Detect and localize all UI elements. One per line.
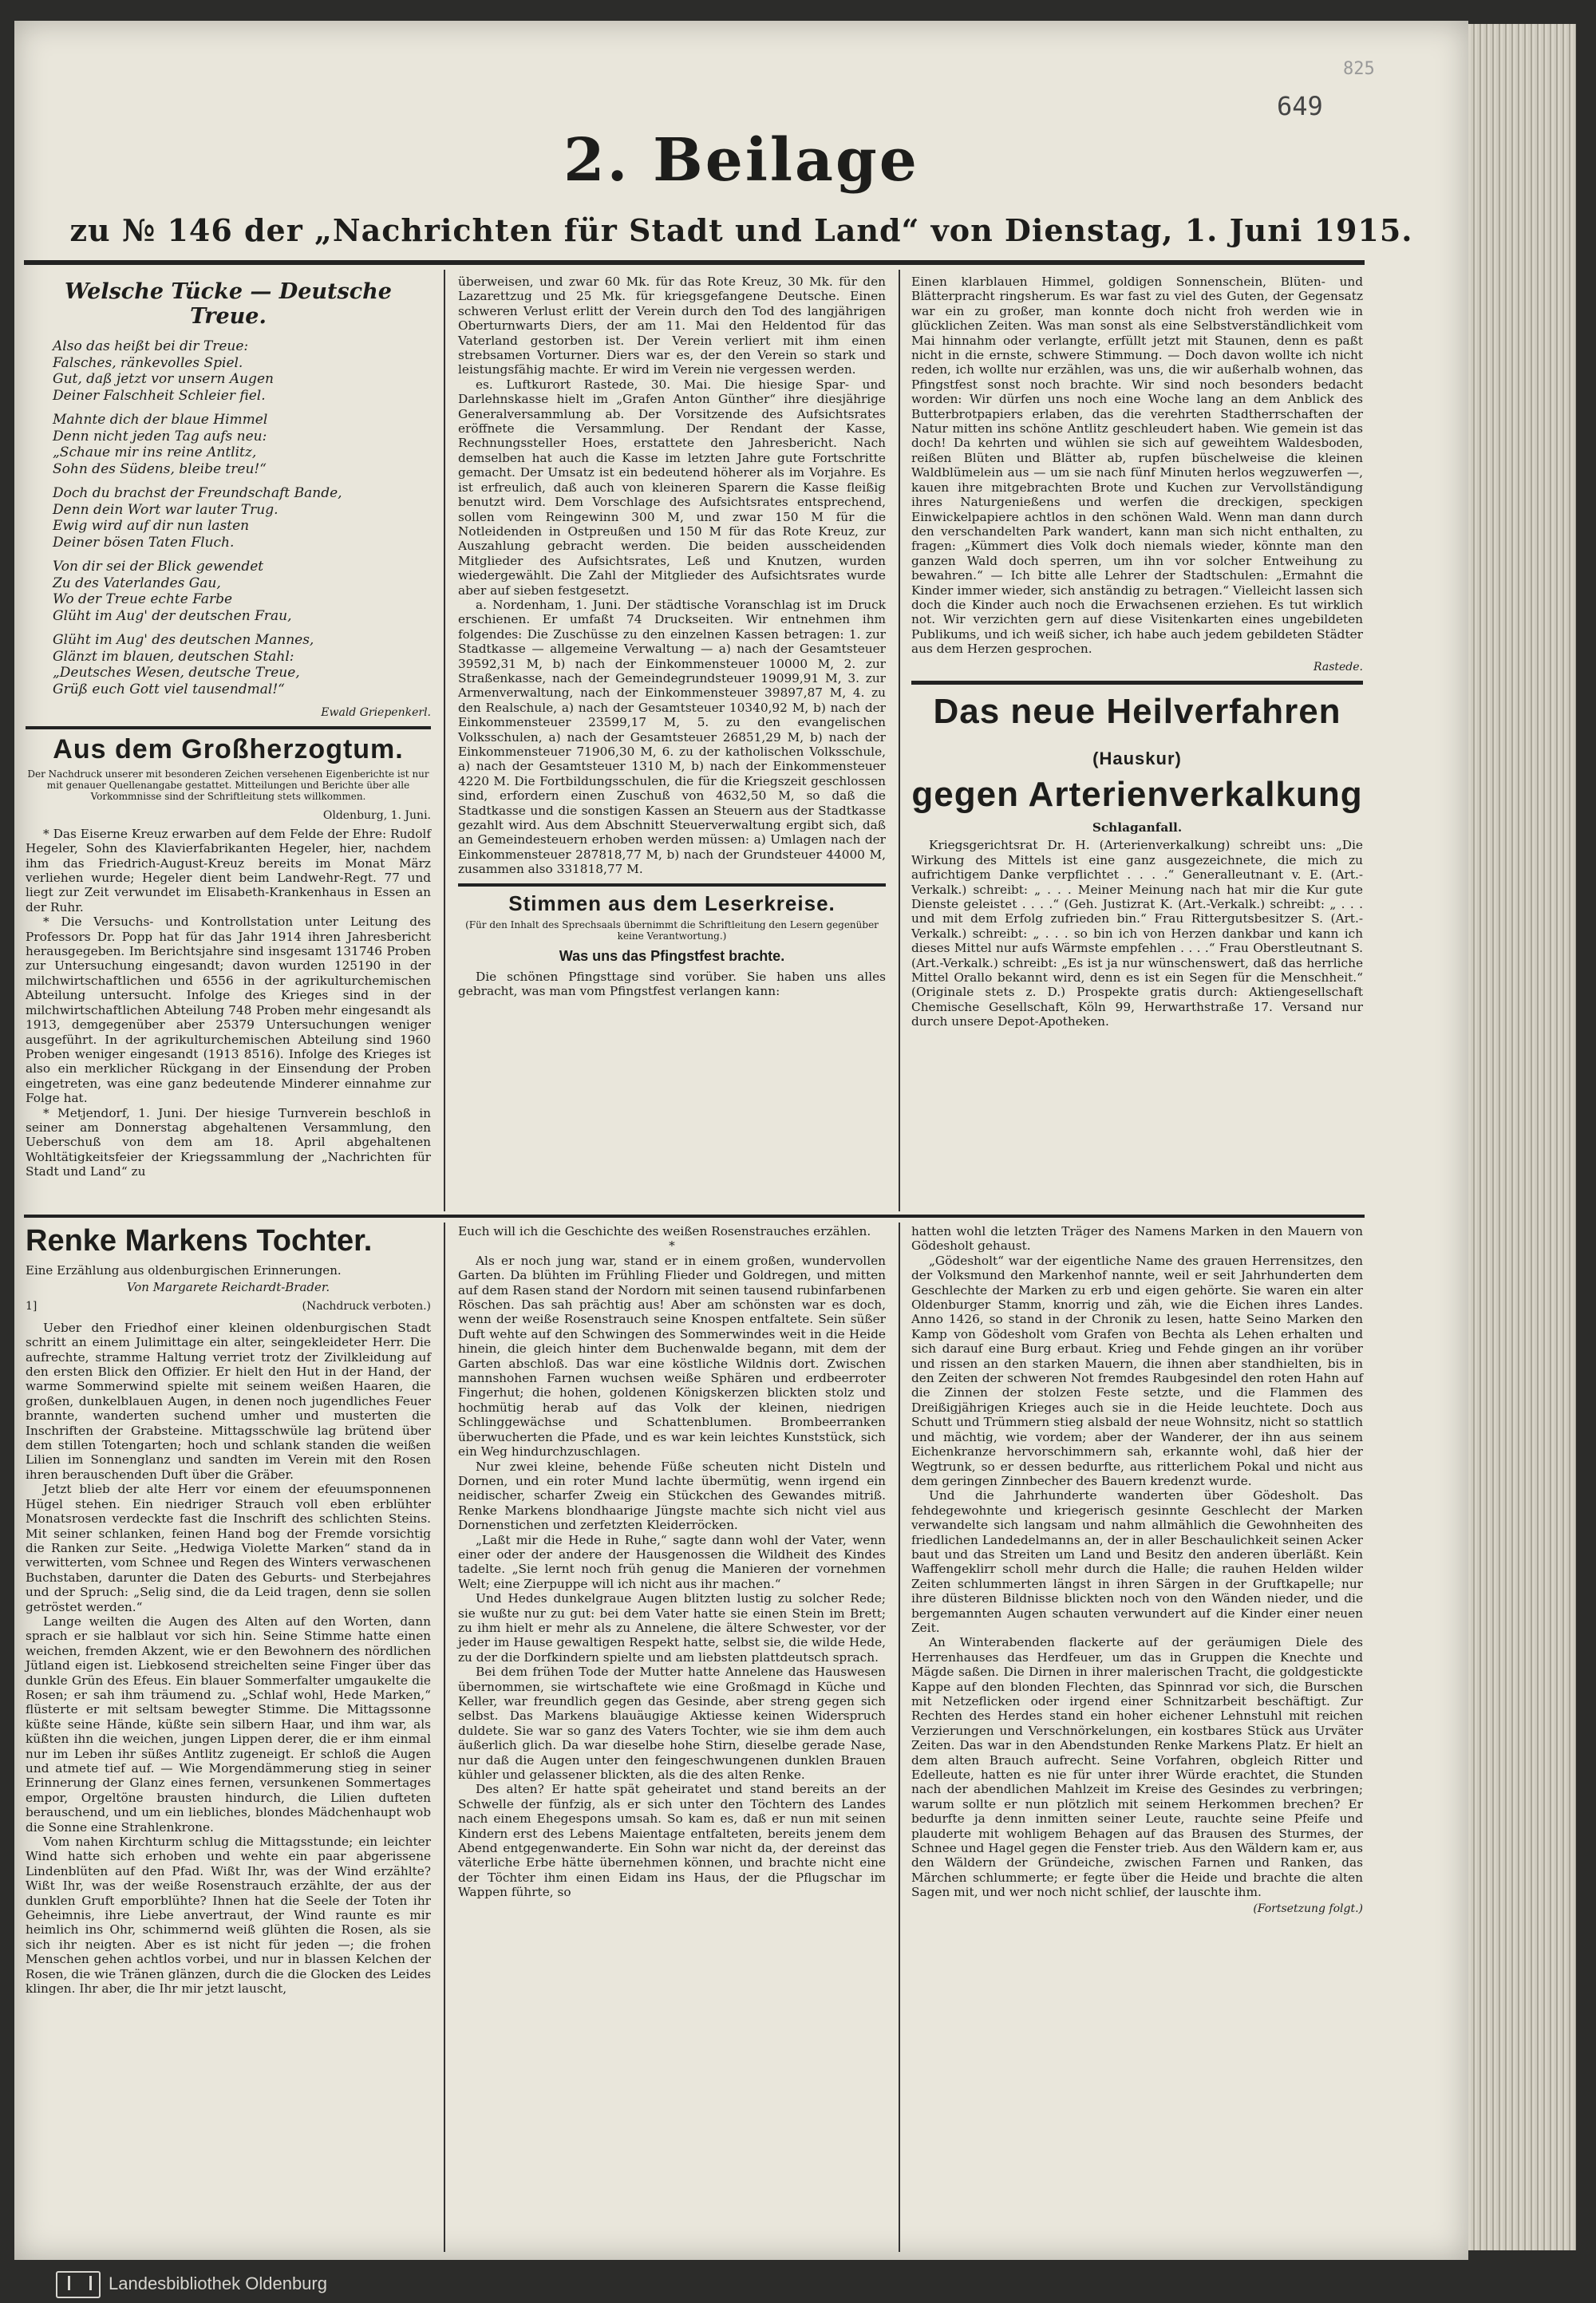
- story-paragraph: Als er noch jung war, stand er in einem großen, wundervollen Garten. Da blühten im Frühling Flieder und Goldregen, und mitten auf dem Rasen stand der Nordorn mit seinen tausend rubinfarbenen Röschen. Das sah prächtig aus! Aber am schönsten war es doch, wenn der weiße Rosenstrauch seine Knospen entfaltete. Sein süßer Duft wehte auf den Schwingen des Sommerwindes weit in die Heide hinein, die gleich hinter dem Buchenwalde begann, mit dem der Garten abschloß. Das war eine köstliche Wildnis dort. Zwischen mannshohen Farnen wuchsen weiße Sphären und erdbeerroter Fingerhut; die hohen, goldenen Königskerzen blickten stolz und hochmütig herab auf das Volk der kleinen, niedrigen Schlinggewächse und Schattenblumen. Brombeerranken überwucherten die Pfade, und es war kein leichtes Kunststück, sich ein Weg hindurchzuschlagen.: [458, 1253, 886, 1460]
- story-paragraph: „Gödesholt“ war der eigentliche Name des grauen Herrensitzes, den der Volksmund den Markenhof nannte, weil er seit Jahrhunderten dem Geschlechte der Marken zu erb und eigen gehörte. Sie waren ein alter Oldenburger Stamm, knorrig und zäh, wie die Eichen ihres Landes. Anno 1426, so stand in der Chronik zu lesen, hatte Seino Marken den Kamp von Gödesholt vom Grafen von Bechta als Lehen erhalten und sich darauf eine Burg erbaut. Krieg und Fehde gingen an ihr vorüber und rissen an den starken Mauern, die ihnen aber standhielten, bis in den Zeiten der schweren Not fremdes Raubgesindel den roten Hahn auf die Zinnen der stolzen Feste setzte, und die Flammen des Dreißigjährigen Krieges auch sie in die Heide leuchtete. Doch aus Schutt und Trümmern stieg alsbald der neue Wohnsitz, nicht so stattlich und mächtig, wie vordem; aber der Wanderer, der ihn aus seinem Eichenkranze hervorschimmern sah, erkannte wohl, daß hier der Wegtrunk, so er dessen bedurfte, aus ritterlichem Pokal und nicht aus dem geringen Zinnbecher des Bauern kredenzt wurde.: [911, 1253, 1363, 1488]
- story-rights: (Nachdruck verboten.): [302, 1300, 431, 1313]
- story-paragraph: Und Hedes dunkelgraue Augen blitzten lustig zu solcher Rede; sie wußte nur zu gut: bei dem Vater hatte sie einen Stein im Brett; zu ihm hielt er mehr als zu Annelene, die ältere Schwester, vor der jeder im Hause gewaltigen Respekt hatte, selbst sie, die wilde Hede, zu der die Dorfkindern spielte und am liebsten plattdeutsch sprach.: [458, 1591, 886, 1665]
- issue-subtitle: zu № 146 der „Nachrichten für Stadt und Land“ von Dienstag, 1. Juni 1915.: [69, 212, 1413, 248]
- ad-kicker: Schlaganfall.: [1092, 820, 1183, 835]
- story-paragraph: Und die Jahrhunderte wanderten über Gödesholt. Das fehdegewohnte und kriegerisch gesinnte Geschlecht der Marken verwandelte sich langsam und nahm allmählich die Gewohnheiten des friedlichen Landedelmanns an, der in aller Beschaulichkeit seinen Acker baut und das Streiten um Land und Besitz den anderen überläßt. Kein Waffengeklirr scholl mehr durch die Halle; die rauhen Helden wilder Zeiten schlummerten längst in ihren Särgen in der Gruftkapelle; nur ihre düsteren Bildnisse blickten noch von den Wänden nieder, und die bergemannten Augen schauten verwundert auf die Kinder einer neuen Zeit.: [911, 1488, 1363, 1635]
- poem-stanza: Also das heißt bei dir Treue: Falsches, ränkevolles Spiel. Gut, daß jetzt vor unsern Augen Deiner Falschheit Schleier fiel.: [53, 338, 274, 404]
- story-title: Renke Markens Tochter.: [26, 1224, 373, 1258]
- story-paragraph: Ueber den Friedhof einer kleinen oldenburgischen Stadt schritt an einem Julimittage ein alter, seingekleideter Herr. Die aufrechte, stramme Haltung verriet trotz der Zivilkleidung auf den ersten Blick den Offizier. Er hielt den Hut in der Hand, der warme Sommerwind spielte mit seinem weißen Haaren, die großen, dunkelblauen Augen, in denen noch jugendliches Feuer brannte, wanderten suchend umher und musterten die Inschriften der Grabsteine. Mittagsschwüle lag brütend über dem stillen Totengarten; hoch und schlank standen die weißen Lilien im Sonnenglanz und sandten im Verein mit den Rosen ihren berauschenden Duft über die Gräber.: [26, 1320, 431, 1482]
- ad-headline: Das neue Heilverfahren (Hauskur): [933, 691, 1341, 768]
- story-meta: [26, 1299, 431, 1313]
- library-footer: [0, 2265, 1596, 2303]
- section-note: (Für den Inhalt des Sprechsaals übernimmt die Schriftleitung den Lesern gegenüber keine Verantwortung.): [465, 918, 879, 942]
- story-author: Von Margarete Reichardt-Brader.: [126, 1280, 330, 1294]
- letter-text: Einen klarblauen Himmel, goldigen Sonnenschein, Blüten- und Blätterpracht ringsherum. Es war fast zu viel des Guten, der Gegensatz war ein zu großer, man konnte doch nicht froh werden wie in glücklichen Zeiten. Was man sonst als eine Selbstverständlichkeit vom Mai hinnahm oder verlangte, erfüllt jetzt mit Staunen, denn es paßt nicht in die ernste, schwere Stimmung. — Doch davon wollte ich nicht reden, ich wollte nur erzählen, was uns, die wir außerhalb wohnen, das Pfingstfest sonst noch brachte. Wir sind noch besonders bedacht worden: Wir dürfen uns noch eine Woche lang an dem Anblick des Butterbrotpapiers erlaben, das die verehrten Stadtherrschaften der Natur mitten ins schöne Antlitz geschleudert haben. Wie gemein ist das doch! Da kehrten und wühlen sie sich auf geweihtem Waldesboden, reißen Blüten und Blätter ab, rupfen büschelweise die kleinen Waldblümelein aus — um sie nach fünf Minuten herlos wegzuwerfen —, kauen ihre mitgebrachten Brote und Kuchen zur Vervollständigung ihres Naturgenießens und werfen die dreckigen, speckigen Einwickelpapiere achtlos in den schönen Wald. Wenn man dann durch den verschandelten Park wandert, kann man sich nicht enthalten, zu fragen: „Kümmert dies Volk doch niemals wieder, könnte man den ganzen Wald doch sperren, um ihn vor solcher Entweihung zu bewahren.“ — Ich bitte alle Lehrer der Stadtschulen: „Ermahnt die Kinder immer wieder, sich anständig zu betragen.“ Vielleicht lassen sich doch die Kinder auch noch die Erwachsenen erziehen. Es tut wirklich not. Wir verzichten gern auf diese Visitenkarten eines ungebildeten Publikums, und ich weiß sicher, ich habe auch jedem gebildeten Städter aus dem Herzen gesprochen.: [911, 275, 1363, 657]
- news-item: es. Luftkurort Rastede, 30. Mai. Die hiesige Spar- und Darlehnskasse hielt im „Grafen Anton Günther“ ihre diesjährige Generalversammlung ab. Der Vorsitzende des Aufsichtsrates eröffnete die Versammlung. Der Rendant der Kasse, Rechnungssteller Hoes, erstattete den Jahresbericht. Nach demselben hat auch die Kasse im letzten Jahre gute Fortschritte gemacht. Der Umsatz ist ein bedeutend höherer als im Vorjahre. Es ist erfreulich, daß auch von kleineren Sparern die Kasse fleißig benutzt wird. Dem Vorschlage des Aufsichtsrates entsprechend, sollen vom Reingewinn 300 M, und zwar 150 M für die Notleidenden in Ostpreußen und 150 M für das Rote Kreuz, zur Auszahlung gebracht werden. Die beiden ausscheidenden Mitglieder des Aufsichtsrates, Leß und Knutzen, wurden wiedergewählt. Die Zahl der Mitglieder des Aufsichtsrates wurde aber auf sieben festgesetzt.: [458, 377, 886, 598]
- ad-tag: (Hauskur): [1092, 748, 1182, 768]
- section-divider: [24, 1215, 1365, 1218]
- story-paragraph: hatten wohl die letzten Träger des Namens Marken in den Mauern von Gödesholt gehaust.: [911, 1224, 1363, 1254]
- column-rule: [444, 270, 445, 1211]
- poem-author: Ewald Griepenkerl.: [321, 706, 431, 719]
- story-separator: *: [669, 1238, 675, 1254]
- page-number: 649: [1277, 91, 1323, 121]
- column-rule: [899, 1223, 900, 2252]
- news-item: * Die Versuchs- und Kontrollstation unter Leitung des Professors Dr. Popp hat für das Jahr 1914 ihren Jahresbericht herausgegeben. Im Berichtsjahre sind insgesamt 131746 Proben zur Untersuchung eingesandt; davon wurden 125190 in der milchwirtschaftlichen und 6556 in der agrikulturchemischen Abteilung untersucht. Infolge des Krieges sind in der milchwirtschaftlichen Abteilung 748 Proben mehr eingesandt als 1913, demgegenüber aber 25379 Untersuchungen weniger ausgeführt. In der agrikulturchemischen Abteilung sind 1960 Proben weniger eingesandt (1913 8516). Infolge des Krieges ist also ein merklicher Rückgang in der Einsendung der Proben eingetreten, was eine ganz bedeutende Minderer einnahme zur Folge hat.: [26, 914, 431, 1106]
- ad-text: Kriegsgerichtsrat Dr. H. (Arterienverkalkung) schreibt uns: „Die Wirkung des Mittels ist eine ganz ausgezeichnete, die mich zu aufrichtigem Danke verpflichtet . . . .“ Generalleutnant v. E. (Art.-Verkalk.) schreibt: „ . . . Meiner Meinung nach hat mir die Kur gute Dienste geleistet . . . .“ (Geh. Justizrat K. (Art.-Verkalk.) schreibt: „ . . . und mit dem Erfolg zufrieden bin.“ Frau Rittergutsbesitzer S. (Art.-Verkalk.) schreibt: „ . . . so bin ich von Herzen dankbar und kann ich dieses Mittel nur aufs Wärmste empfehlen . . . .“ Frau Oberstleutnant S. (Art.-Verkalk.) schreibt: „Es ist ja nur wünschenswert, daß das herrliche Mittel Orallo bekannt wird, denn es ist ein Segen für die Menschheit.“ (Originale stets z. D.) Prospekte gratis durch: Aktiengesellschaft Chemische Gesellschaft, Köln 99, Herwarthstraße 17. Versand nur durch unsere Depot-Apotheken.: [911, 838, 1363, 1029]
- column-2-upper: [458, 275, 886, 998]
- poem-stanza: Glüht im Aug' des deutschen Mannes, Glänzt im blauen, deutschen Stahl: „Deutsches Wesen, deutsche Treue, Grüß euch Gott viel tausendmal!“: [53, 632, 314, 697]
- section-rule: [26, 726, 431, 729]
- ad-headline-2: gegen Arterienverkalkung: [911, 774, 1363, 814]
- letter-text: Die schönen Pfingsttage sind vorüber. Sie haben uns alles gebracht, was man vom Pfingstfest verlangen kann:: [458, 969, 886, 999]
- supplement-title: 2. Beilage: [563, 126, 919, 195]
- story-column-1: [26, 1224, 431, 1997]
- masthead-rule: [24, 260, 1365, 265]
- poem: [26, 338, 431, 697]
- poem-title: Welsche Tücke — Deutsche Treue.: [65, 279, 392, 329]
- story-paragraph: Bei dem frühen Tode der Mutter hatte Annelene das Hauswesen übernommen, sie wirtschaftete wie eine Großmagd in Küche und Keller, war freundlich gegen das Gesinde, aber streng gegen sich selbst. Das Markens blauäugige Aktiesse keinen Widerspruch duldete. Sie war so ganz des Vaters Tochter, wie sie ihm dem auch äußerlich glich. Da war dieselbe hohe Stirn, dieselbe gerade Nase, nur daß die Augen unter den feingeschwungenen dunklen Brauen kühler und gelassener blickten, als die des alten Renke.: [458, 1665, 886, 1783]
- story-paragraph: An Winterabenden flackerte auf der geräumigen Diele des Herrenhauses das Herdfeuer, um das in Gruppen die Knechte und Mägde saßen. Die Dirnen in ihrer malerischen Tracht, die goldgestickte Kappe auf den blonden Flechten, das Spinnrad vor sich, die Burschen mit Netzeflicken oder irgend einer Schnitzarbeit beschäftigt. Zur Rechten des Herdes stand ein hoher eichener Lehnstuhl mit reichen Verzierungen und Verschnörkelungen, ein kostbares Stück aus Urväter Zeiten. Das war in den Abendstunden Renke Markens Platz. Er hielt an dem alten Brauch aufrecht. Seine Vorfahren, obgleich Ritter und Edelleute, hatten es nie für unter ihrer Würde erachtet, die Stunden nach der abendlichen Mahlzeit im Kreise des Gesindes zu verbringen; warum sollte er nun plötzlich mit seinem Herkommen brechen? Er bedurfte ja denn inmitten seiner Leute, rauchte seine Pfeife und plauderte mit wohligem Behagen auf das Brausen des Sturmes, der Schnee und Hagel gegen die Fenster trieb. Aus den Wäldern kam er, aus den Wäldern der Gründeiche, zwischen Farnen und Ranken, das Märchen schlummerte; er fegte über die Heide und brachte die alten Sagen mit, und wer noch nicht schlief, der lauschte ihm.: [911, 1635, 1363, 1900]
- column-1-upper: [26, 275, 431, 1179]
- book-page-edges: [1464, 24, 1576, 2250]
- advertisement: [911, 691, 1363, 1029]
- story-paragraph: Nur zwei kleine, behende Füße scheuten nicht Disteln und Dornen, und ein roter Mund lachte übermütig, wenn irgend ein neidischer, scharfer Zweig ein Stückchen des Gewandes mitriß. Renke Markens blondhaarige Jüngste machte sich nicht viel aus Dornenstichen und zerfetzten Kleiderröcken.: [458, 1459, 886, 1533]
- story-column-2: [458, 1224, 886, 1900]
- library-name: Landesbibliothek Oldenburg: [109, 2273, 327, 2293]
- column-rule: [899, 270, 900, 1211]
- news-item: a. Nordenham, 1. Juni. Der städtische Voranschlag ist im Druck erschienen. Er umfaßt 74 Druckseiten. Wir entnehmen ihm folgendes: Die Zuschüsse zu den einzelnen Kassen betragen: 1. zur Stadtkasse — allgemeine Verwaltung — a) nach der Gesamtsteuer 39592,31 M, b) nach der Einkommensteuer 10000 M, 2. zur Straßenkasse, nach der Gemeindegrundsteuer 19099,91 M, 3. zur Armenverwaltung, nach der Einkommensteuer 39897,87 M, 4. zu den Realschule, a) nach der Gesamtsteuer 10340,92 M, b) nach der Einkommensteuer 23599,17 M, 5. zu den evangelischen Volksschulen, a) nach der Gesamtsteuer 26851,29 M, b) nach der Einkommensteuer 71906,30 M, 6. zu der katholischen Volksschule, a) nach der Gesamtsteuer 1310 M, b) nach der Einkommensteuer 4220 M. Die Fortbildungsschulen, die für die Kriegszeit geschlossen sind, erfordern einen Zuschuß von 4632,50 M, so daß die Stadtkasse und die sonstigen Kassen an Steuern aus der Stadtkasse gezahlt wird. Aus dem Abschnitt Steuerverwaltung ergibt sich, daß an Gemeindesteuern erhoben werden müssen: a) Umlagen nach der Einkommensteuer 287818,77 M, b) nach der Grundsteuer 44000 M, zusammen also 331818,77 M.: [458, 597, 886, 877]
- newspaper-page: [14, 21, 1468, 2260]
- poem-stanza: Von dir sei der Blick gewendet Zu des Vaterlandes Gau, Wo der Treue echte Farbe Glüht im Aug' der deutschen Frau,: [53, 559, 292, 624]
- column-3-upper: [911, 275, 1363, 1029]
- news-item: * Metjendorf, 1. Juni. Der hiesige Turnverein beschloß in seiner am Donnerstag abgehaltenen Versammlung, den Ueberschuß von dem am 18. April abgehaltenen Wohltätigkeitsfeier der Kriegssammlung der „Nachrichten für Stadt und Land“ zu: [26, 1105, 431, 1179]
- story-column-3: [911, 1224, 1363, 1916]
- column-rule: [444, 1223, 445, 2252]
- story-paragraph: Euch will ich die Geschichte des weißen Rosenstrauches erzählen.: [458, 1224, 871, 1238]
- section-note: Der Nachdruck unserer mit besonderen Zeichen versehenen Eigenberichte ist nur mit genauer Quellenangabe gestattet. Mitteilungen und Berichte über alle Vorkommnisse sind der Schriftleitung stets willkommen.: [27, 768, 429, 803]
- news-item: * Das Eiserne Kreuz erwarben auf dem Felde der Ehre: Rudolf Hegeler, Sohn des Klavierfabrikanten Hegeler, hier, nachdem ihm das Friedrich-August-Kreuz bereits im Monat März verliehen wurde; Hegeler dient beim Landwehr-Regt. 77 und liegt zur Zeit verwundet im Elisabeth-Krankenhaus in Essen an der Ruhr.: [26, 826, 431, 914]
- poem-stanza: Mahnte dich der blaue Himmel Denn nicht jeden Tag aufs neu: „Schaue mir ins reine Antlitz, Sohn des Südens, bleibe treu!“: [53, 412, 268, 477]
- section-rule: [458, 883, 886, 887]
- story-paragraph: „Laßt mir die Hede in Ruhe,“ sagte dann wohl der Vater, wenn einer oder der andere der Hausgenossen die Wildheit des Kindes tadelte. „Sie lernt noch früh genug die Manieren der vornehmen Welt; eine Zierpuppe will ich nicht aus ihr machen.“: [458, 1532, 886, 1591]
- story-continued: (Fortsetzung folgt.): [1253, 1902, 1363, 1915]
- dateline: Oldenburg, 1. Juni.: [322, 809, 431, 823]
- letter-signature: Rastede.: [1313, 660, 1363, 674]
- news-item: überweisen, und zwar 60 Mk. für das Rote Kreuz, 30 Mk. für den Lazarettzug und 25 Mk. für kriegsgefangene Deutsche. Einen schweren Verlust erlitt der Verein durch den Tod des langjährigen Oberturnwarts Diers, der am 11. Mai den Heldentod für das Vaterland gestorben ist. Der Verein verliert mit ihm einen strebsamen Vorturner. Diers war es, der den Verein so stark und leistungsfähig machte. Er wird im Verein nie vergessen werden.: [458, 275, 886, 377]
- story-paragraph: Vom nahen Kirchturm schlug die Mittagsstunde; ein leichter Wind hatte sich erhoben und wehte ein paar abgerissene Lindenblüten auf den Pfad. Wißt Ihr, was der Wind erzählte? Wißt Ihr, was der weiße Rosenstrauch erzählte, der aus der dunklen Gruft emporblühte? Ihnen hat die Seele der Toten ihr Geheimnis, ihre Liebe anvertraut, der Wind raunte es mir heimlich ins Ohr, schimmernd weiß glühten die Rosen, als sie sich ihr neigten. Aber es ist nicht für jeden —; die frohen Menschen gehen achtlos vorbei, und nur in blassen Kelchen der Rosen, die wie Tränen glänzen, durch die die Glocken des Leides klingen. Ihr aber, die Ihr mir jetzt lauscht,: [26, 1835, 431, 1997]
- poem-stanza: Doch du brachst der Freundschaft Bande, Denn dein Wort war lauter Trug. Ewig wird auf dir nun lasten Deiner bösen Taten Fluch.: [53, 485, 342, 551]
- section-title: Aus dem Großherzogtum.: [53, 734, 404, 765]
- story-paragraph: Des alten? Er hatte spät geheiratet und stand bereits an der Schwelle der fünfzig, als er sich unter den Töchtern des Landes nach einem Ehegespons umsah. So kam es, daß er nun mit seinen Kindern erst des Lebens Maientage entfalteten, bereits jenem dem Abend entgegenwanderte. Ein Sohn war nicht da, der dereinst das väterliche Erbe hätte übernehmen können, und brachte nicht eine der Töchter ihm einen Eidam ins Haus, der die Pflugschar im Wappen führte, so: [458, 1782, 886, 1900]
- story-paragraph: Jetzt blieb der alte Herr vor einem der efeuumsponnenen Hügel stehen. Ein niedriger Strauch voll eben erblühter Monatsrosen verdeckte fast die Inschrift des schlichten Steins. Mit seiner schlanken, feinen Hand bog der Fremde vorsichtig die Ranken zur Seite. „Hedwiga Violette Marken“ stand da in verwitterten, vom Schnee und Regen des Winters verwaschenen Buchstaben, darunter die Daten des Geburts- und Sterbejahres und der Spruch: „Selig sind, die da Leid tragen, denn sie sollen getröstet werden.“: [26, 1482, 431, 1614]
- story-paragraph: Lange weilten die Augen des Alten auf den Worten, dann sprach er sie halblaut vor sich hin. Seine Stimme hatte einen weichen, fremden Akzent, wie er den Bewohnern des nördlichen Jütland eigen ist. Liebkosend streichelten seine Finger über das dunkle Grün des Efeus. Ein blauer Sommerfalter umgaukelte die Rosen; er sah ihm träumend zu. „Schlaf wohl, Hede Marken,“ flüsterte er mit seltsam bewegter Stimme. Die Mittagssonne küßte seine Hände, küßte sein silbern Haar, und ihm war, als küßten ihn die weichen, jungen Lippen derer, die er ihm einmal nur im Leben ihr süßes Antlitz zugeneigt. Er schloß die Augen und atmete tief auf. — Wie Morgendämmerung stieg in seiner Erinnerung der Glanz eines fernen, versunkenen Sommertages empor, Orgeltöne brausten hindurch, die Lilien dufteten berauschend, und um ein liebliches, blondes Mädchenhaupt wob die Sonne eine Strahlenkrone.: [26, 1614, 431, 1835]
- archive-mark: 825: [1343, 59, 1375, 79]
- story-subtitle: Eine Erzählung aus oldenburgischen Erinnerungen.: [26, 1263, 342, 1278]
- ad-rule: [911, 681, 1363, 685]
- section-title: Stimmen aus dem Leserkreise.: [508, 891, 836, 915]
- story-installment: 1]: [26, 1300, 38, 1313]
- letter-title: Was uns das Pfingstfest brachte.: [559, 947, 785, 964]
- library-logo-icon: [56, 2271, 101, 2298]
